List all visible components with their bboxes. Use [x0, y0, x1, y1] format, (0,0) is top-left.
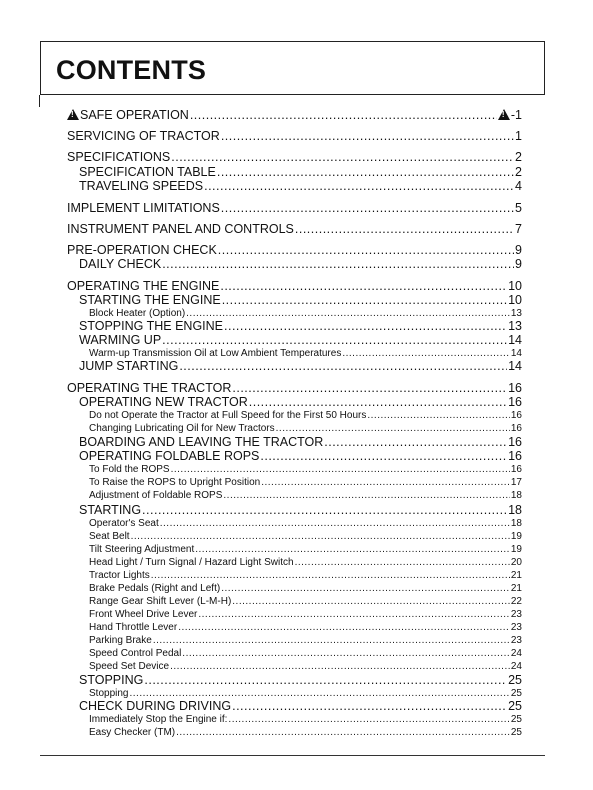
toc-entry[interactable] [79, 179, 522, 193]
toc-entry-label: Warm-up Transmission Oil at Low Ambient Temperatures [89, 348, 342, 359]
toc-entry-page: 24 [510, 661, 522, 672]
toc-entry-page: ! -1 [498, 108, 522, 122]
toc-entry-page: 22 [510, 596, 522, 607]
dot-leader [160, 518, 510, 529]
toc-entry[interactable] [89, 477, 522, 488]
toc-entry-label: OPERATING THE TRACTOR [67, 381, 232, 395]
toc-entry-label: Operator's Seat [89, 518, 159, 529]
toc-entry[interactable] [89, 609, 522, 620]
toc-entry-label: JUMP STARTING [79, 359, 179, 373]
toc-entry-label: !SAFE OPERATION [67, 108, 189, 122]
toc-entry[interactable] [89, 661, 522, 672]
toc-entry-page: 9 [515, 257, 522, 271]
toc-entry-page: 14 [508, 333, 522, 347]
toc-entry-page: 13 [508, 319, 522, 333]
toc-entry-label: Head Light / Turn Signal / Hazard Light Switch [89, 557, 294, 568]
toc-entry-label: STARTING [79, 503, 142, 517]
toc-entry-page: 5 [515, 201, 522, 215]
toc-entry-page: 25 [508, 673, 522, 687]
toc-entry-page: 14 [508, 359, 522, 373]
toc-entry-page: 2 [515, 150, 522, 164]
dot-leader [171, 150, 514, 164]
dot-leader [224, 319, 507, 333]
toc-entry-label: OPERATING NEW TRACTOR [79, 395, 248, 409]
toc-entry-page: 9 [515, 243, 522, 257]
toc-entry-label: Brake Pedals (Right and Left) [89, 583, 221, 594]
toc-entry[interactable] [79, 395, 522, 409]
toc-entry-label: SERVICING OF TRACTOR [67, 129, 220, 143]
warning-triangle-icon [498, 109, 510, 120]
toc-entry[interactable] [67, 150, 522, 164]
toc-entry-page: 21 [510, 570, 522, 581]
toc-entry-label: DAILY CHECK [79, 257, 162, 271]
toc-entry-page: 16 [510, 464, 522, 475]
toc-entry[interactable] [89, 490, 522, 501]
toc-entry-label: IMPLEMENT LIMITATIONS [67, 201, 220, 215]
dot-leader [221, 583, 510, 594]
dot-leader [342, 348, 510, 359]
toc-entry-page: 25 [510, 688, 522, 699]
toc-entry[interactable] [79, 435, 522, 449]
toc-entry[interactable] [79, 503, 522, 517]
toc-entry-label: Changing Lubricating Oil for New Tractors [89, 423, 275, 434]
toc-entry-page: 23 [510, 635, 522, 646]
toc-entry-page: 23 [510, 609, 522, 620]
page-title: CONTENTS [56, 55, 207, 85]
dot-leader [129, 688, 509, 699]
toc-entry[interactable] [89, 531, 522, 542]
toc-entry-page: 1 [515, 129, 522, 143]
dot-leader [324, 435, 507, 449]
dot-leader [186, 308, 510, 319]
dot-leader [179, 359, 507, 373]
toc-entry-label: Parking Brake [89, 635, 152, 646]
toc-entry-label: Seat Belt [89, 531, 130, 542]
toc-entry-page: 14 [510, 348, 522, 359]
toc-entry[interactable] [67, 222, 522, 236]
dot-leader [170, 661, 510, 672]
toc-entry-page: 16 [508, 449, 522, 463]
dot-leader [221, 129, 514, 143]
toc-entry-label: OPERATING FOLDABLE ROPS [79, 449, 260, 463]
toc-entry-safe-operation[interactable] [67, 108, 522, 122]
toc-entry-label: CHECK DURING DRIVING [79, 699, 232, 713]
toc-entry-label: Block Heater (Option) [89, 308, 186, 319]
dot-leader [228, 714, 509, 725]
dot-leader [249, 395, 507, 409]
dot-leader [295, 222, 514, 236]
toc-entry-page: 19 [510, 544, 522, 555]
toc-entry[interactable] [79, 673, 522, 687]
toc-entry-page: 10 [508, 279, 522, 293]
toc-entry-page: 16 [510, 410, 522, 421]
toc-entry[interactable] [89, 596, 522, 607]
toc-entry[interactable] [89, 464, 522, 475]
toc-entry-page: 7 [515, 222, 522, 236]
toc-entry[interactable] [89, 622, 522, 633]
toc-entry[interactable] [89, 583, 522, 594]
toc-entry-label: Stopping [89, 688, 129, 699]
dot-leader [204, 179, 514, 193]
toc-entry-label: SPECIFICATION TABLE [79, 165, 216, 179]
toc-entry-page: 25 [508, 699, 522, 713]
dot-leader [276, 423, 510, 434]
footer-rule [40, 755, 545, 756]
toc-entry[interactable] [67, 381, 522, 395]
toc-entry[interactable] [89, 544, 522, 555]
toc-entry-page: 18 [510, 490, 522, 501]
toc-entry[interactable] [89, 410, 522, 421]
toc-entry-page: 2 [515, 165, 522, 179]
toc-entry[interactable] [89, 714, 522, 725]
dot-leader [195, 544, 510, 555]
dot-leader [232, 381, 507, 395]
toc-entry[interactable] [79, 293, 522, 307]
toc-entry-page: 25 [510, 714, 522, 725]
toc-entry-label: Tilt Steering Adjustment [89, 544, 195, 555]
toc-entry-page: 21 [510, 583, 522, 594]
dot-leader [144, 673, 507, 687]
toc-entry-page: 10 [508, 293, 522, 307]
dot-leader [171, 464, 510, 475]
toc-entry[interactable] [67, 243, 522, 257]
toc-entry[interactable] [79, 257, 522, 271]
toc-entry-page: 17 [510, 477, 522, 488]
toc-entry-label: OPERATING THE ENGINE [67, 279, 220, 293]
toc-entry-label: STOPPING [79, 673, 144, 687]
toc-entry-label: WARMING UP [79, 333, 162, 347]
toc-entry-page: 16 [508, 435, 522, 449]
toc-entry[interactable] [67, 201, 522, 215]
dot-leader [131, 531, 510, 542]
dot-leader [232, 596, 510, 607]
toc-entry-label: STOPPING THE ENGINE [79, 319, 224, 333]
toc-entry-page: 13 [510, 308, 522, 319]
toc-entry-label: INSTRUMENT PANEL AND CONTROLS [67, 222, 294, 236]
dot-leader [367, 410, 510, 421]
toc-entry-page: 4 [515, 179, 522, 193]
toc-entry-page: 16 [510, 423, 522, 434]
dot-leader [162, 333, 507, 347]
toc-entry-page: 25 [510, 727, 522, 738]
toc-entry-label: Immediately Stop the Engine if: [89, 714, 228, 725]
dot-leader [151, 570, 510, 581]
toc-entry-label: To Raise the ROPS to Upright Position [89, 477, 261, 488]
toc-entry[interactable] [89, 648, 522, 659]
toc-entry-label: SPECIFICATIONS [67, 150, 171, 164]
toc-entry-label: TRAVELING SPEEDS [79, 179, 204, 193]
toc-entry-label: STARTING THE ENGINE [79, 293, 221, 307]
toc-entry-label: Range Gear Shift Lever (L-M-H) [89, 596, 232, 607]
toc-entry[interactable] [89, 518, 522, 529]
dot-leader [176, 727, 510, 738]
toc-entry[interactable] [89, 423, 522, 434]
toc-entry[interactable] [79, 333, 522, 347]
toc-entry-page: 16 [508, 381, 522, 395]
toc-entry-page: 16 [508, 395, 522, 409]
toc-entry[interactable] [89, 727, 522, 738]
toc-entry[interactable] [89, 557, 522, 568]
toc-entry-page: 23 [510, 622, 522, 633]
dot-leader [198, 609, 510, 620]
warning-triangle-icon [67, 109, 79, 120]
dot-leader [223, 490, 509, 501]
toc-entry-page: 18 [508, 503, 522, 517]
toc-entry[interactable] [79, 359, 522, 373]
toc-entry[interactable] [67, 129, 522, 143]
toc-entry-label: PRE-OPERATION CHECK [67, 243, 217, 257]
toc-entry-label: Front Wheel Drive Lever [89, 609, 198, 620]
toc-entry[interactable] [89, 570, 522, 581]
dot-leader [220, 279, 507, 293]
dot-leader [178, 622, 510, 633]
dot-leader [153, 635, 510, 646]
dot-leader [190, 108, 497, 122]
toc-entry-page: 19 [510, 531, 522, 542]
dot-leader [142, 503, 507, 517]
toc-entry[interactable] [67, 279, 522, 293]
toc-entry-label: Adjustment of Foldable ROPS [89, 490, 223, 501]
dot-leader [217, 165, 514, 179]
dot-leader [162, 257, 514, 271]
dot-leader [222, 293, 507, 307]
toc-entry[interactable] [89, 688, 522, 699]
toc-entry-label: Easy Checker (TM) [89, 727, 176, 738]
dot-leader [218, 243, 514, 257]
dot-leader [260, 449, 507, 463]
toc-entry[interactable] [89, 635, 522, 646]
dot-leader [261, 477, 510, 488]
toc-entry-page: 24 [510, 648, 522, 659]
toc-entry[interactable] [79, 319, 522, 333]
toc-entry-label: BOARDING AND LEAVING THE TRACTOR [79, 435, 324, 449]
toc-entry[interactable] [79, 165, 522, 179]
toc-entry[interactable] [79, 699, 522, 713]
toc-entry-label: Hand Throttle Lever [89, 622, 178, 633]
toc-entry-label: To Fold the ROPS [89, 464, 170, 475]
dot-leader [221, 201, 514, 215]
toc-entry[interactable] [89, 348, 522, 359]
toc-entry-label: Do not Operate the Tractor at Full Speed for the First 50 Hours [89, 410, 367, 421]
toc-entry-page: 18 [510, 518, 522, 529]
toc-entry-page: 20 [510, 557, 522, 568]
toc-entry-label: Speed Set Device [89, 661, 170, 672]
toc-entry-label: Tractor Lights [89, 570, 150, 581]
toc-entry-label: Speed Control Pedal [89, 648, 182, 659]
dot-leader [232, 699, 507, 713]
dot-leader [295, 557, 510, 568]
toc-entry[interactable] [89, 308, 522, 319]
dot-leader [182, 648, 510, 659]
toc-entry[interactable] [79, 449, 522, 463]
